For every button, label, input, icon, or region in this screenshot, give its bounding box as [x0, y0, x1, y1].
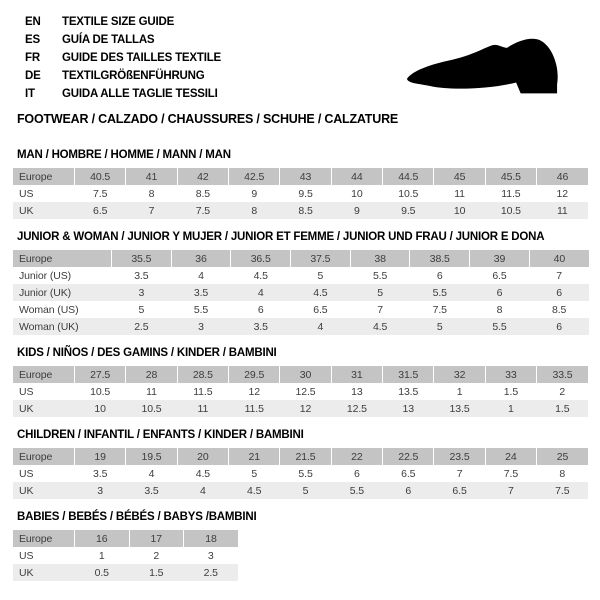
size-cell: 7.5	[177, 202, 228, 219]
size-cell: 5.5	[372, 269, 388, 282]
size-cell: 4.5	[253, 269, 268, 282]
size-cell: 3	[207, 549, 214, 562]
size-cell: 1	[485, 400, 536, 417]
size-cell: 7.5	[537, 482, 588, 499]
size-cell: 1.5	[537, 400, 588, 417]
size-cell: 6	[436, 269, 443, 282]
table-row	[13, 318, 589, 335]
table-row	[13, 366, 588, 383]
document-header	[0, 0, 600, 103]
size-cell: 11	[177, 400, 228, 417]
size-cell: 35.5	[112, 250, 172, 267]
size-cell: 9.5	[383, 202, 434, 219]
size-cell: 41	[126, 168, 177, 185]
size-cell: 25	[537, 448, 588, 465]
table-row	[13, 564, 238, 581]
size-cell: 3.5	[134, 269, 149, 282]
size-cell: 33.5	[537, 366, 588, 383]
size-cell: 8.5	[195, 187, 210, 200]
language-code: ES	[25, 34, 40, 46]
table-row	[13, 284, 589, 301]
size-cell: 19	[75, 448, 126, 465]
size-table	[13, 366, 588, 417]
size-cell: 11.5	[501, 187, 521, 200]
size-cell: 10.5	[126, 400, 177, 417]
size-cell: 3.5	[126, 482, 177, 499]
size-cell: 43	[280, 168, 331, 185]
size-cell: 1.5	[503, 385, 519, 398]
size-cell: 5	[317, 269, 324, 282]
language-title: GUIDE DES TAILLES TEXTILE	[62, 52, 221, 64]
row-label-cell: US	[19, 385, 34, 398]
row-label-cell: Europe	[13, 530, 75, 547]
size-cell: 44.5	[383, 168, 434, 185]
size-cell: 16	[75, 530, 130, 547]
size-cell: 12	[248, 385, 260, 398]
size-cell: 32	[434, 366, 485, 383]
table-row	[13, 202, 588, 219]
size-cell: 7.5	[93, 187, 108, 200]
row-label-cell: US	[19, 549, 34, 562]
table-row	[13, 301, 589, 318]
size-cell: 28	[126, 366, 177, 383]
size-cell: 4	[198, 269, 204, 282]
size-cell: 11.5	[193, 385, 213, 398]
size-cell: 33	[485, 366, 536, 383]
row-label-cell: US	[19, 467, 34, 480]
size-cell: 2.5	[184, 564, 239, 581]
row-label-cell: Europe	[13, 366, 75, 383]
size-table	[13, 250, 589, 335]
table-title: KIDS / NIÑOS / DES GAMINS / KINDER / BAMBINI	[17, 347, 277, 359]
size-cell: 3	[112, 284, 172, 301]
table-row	[13, 383, 588, 400]
size-cell: 20	[177, 448, 228, 465]
size-cell: 7	[556, 269, 563, 282]
size-cell: 6.5	[313, 303, 328, 316]
size-cell: 4.5	[291, 284, 351, 301]
size-cell: 17	[129, 530, 184, 547]
table-title: CHILDREN / INFANTIL / ENFANTS / KINDER / BAMBINI	[17, 429, 304, 441]
size-cell: 5	[251, 467, 258, 480]
size-cell: 12	[556, 187, 569, 200]
size-cell: 3.5	[171, 284, 231, 301]
size-cell: 13.5	[434, 400, 485, 417]
size-cell: 6	[383, 482, 434, 499]
size-cell: 8	[496, 303, 503, 316]
size-cell: 27.5	[75, 366, 126, 383]
size-cell: 5.5	[298, 467, 313, 480]
language-code: DE	[25, 70, 41, 82]
size-cell: 28.5	[177, 366, 228, 383]
size-cell: 6.5	[434, 482, 485, 499]
size-cell: 1.5	[129, 564, 184, 581]
size-cell: 38	[350, 250, 410, 267]
language-title: TEXTILGRÖßENFÜHRUNG	[62, 70, 205, 82]
size-cell: 3	[75, 482, 126, 499]
table-row	[13, 482, 588, 499]
size-cell: 38.5	[410, 250, 470, 267]
table-row	[13, 185, 588, 202]
size-cell: 0.5	[75, 564, 130, 581]
size-cell: 40.5	[75, 168, 126, 185]
size-cell: 12.5	[331, 400, 382, 417]
size-cell: 42	[177, 168, 228, 185]
size-cell: 18	[184, 530, 239, 547]
size-cell: 2	[153, 549, 160, 562]
size-cell: 7	[377, 303, 383, 316]
size-table	[13, 168, 588, 219]
category-heading: FOOTWEAR / CALZADO / CHAUSSURES / SCHUHE / CALZATURE	[17, 112, 399, 126]
size-cell: 21	[229, 448, 280, 465]
row-label-cell: UK	[13, 400, 75, 417]
size-cell: 4	[291, 318, 351, 335]
size-cell: 3.5	[231, 318, 291, 335]
size-cell: 8	[559, 467, 566, 480]
size-cell: 5	[280, 482, 331, 499]
size-cell: 45.5	[485, 168, 536, 185]
table-row	[13, 168, 588, 185]
size-cell: 1	[456, 385, 463, 398]
size-cell: 5	[410, 318, 470, 335]
size-cell: 10.5	[90, 385, 111, 398]
size-cell: 8.5	[280, 202, 331, 219]
size-cell: 6	[529, 318, 589, 335]
row-label-cell: Woman (UK)	[13, 318, 112, 335]
size-cell: 13.5	[398, 385, 419, 398]
size-cell: 7	[126, 202, 177, 219]
size-cell: 36.5	[231, 250, 291, 267]
size-cell: 5.5	[470, 318, 530, 335]
size-cell: 6.5	[75, 202, 126, 219]
language-title: GUIDA ALLE TAGLIE TESSILI	[62, 88, 218, 100]
size-cell: 6	[470, 284, 530, 301]
size-cell: 8	[229, 202, 280, 219]
size-cell: 24	[485, 448, 536, 465]
size-cell: 4.5	[229, 482, 280, 499]
size-cell: 2	[559, 385, 566, 398]
size-cell: 10	[75, 400, 126, 417]
size-cell: 7	[485, 482, 536, 499]
row-label-cell: Europe	[13, 448, 75, 465]
size-cell: 5	[138, 303, 145, 316]
size-cell: 11.5	[229, 400, 280, 417]
size-tables-section	[0, 148, 600, 581]
size-cell: 39	[470, 250, 530, 267]
size-cell: 21.5	[280, 448, 331, 465]
language-title: TEXTILE SIZE GUIDE	[62, 16, 175, 28]
size-cell: 4	[148, 467, 155, 480]
size-cell: 4	[231, 284, 291, 301]
size-cell: 5.5	[193, 303, 209, 316]
size-cell: 46	[537, 168, 588, 185]
table-row	[13, 250, 589, 267]
size-cell: 31	[331, 366, 382, 383]
size-cell: 6	[529, 284, 589, 301]
size-cell: 22	[331, 448, 382, 465]
size-cell: 31.5	[383, 366, 434, 383]
table-title: MAN / HOMBRE / HOMME / MANN / MAN	[17, 149, 231, 161]
size-cell: 1	[98, 549, 105, 562]
size-cell: 6	[257, 303, 264, 316]
size-cell: 9	[251, 187, 258, 200]
size-cell: 9	[331, 202, 382, 219]
size-cell: 6.5	[492, 269, 507, 282]
size-cell: 4	[177, 482, 228, 499]
table-row	[13, 465, 588, 482]
language-code: EN	[25, 16, 41, 28]
size-cell: 45	[434, 168, 485, 185]
table-title: JUNIOR & WOMAN / JUNIOR Y MUJER / JUNIOR ET FEMME / JUNIOR UND FRAU / JUNIOR E DONA	[17, 231, 545, 243]
size-cell: 4.5	[195, 467, 210, 480]
size-cell: 44	[331, 168, 382, 185]
size-cell: 13	[383, 400, 434, 417]
table-row	[13, 267, 589, 284]
size-cell: 5	[350, 284, 410, 301]
size-cell: 42.5	[229, 168, 280, 185]
size-cell: 13	[351, 385, 363, 398]
size-cell: 8	[148, 187, 155, 200]
table-row	[13, 547, 238, 564]
size-cell: 37.5	[291, 250, 351, 267]
row-label-cell: Woman (US)	[19, 303, 79, 316]
language-code: IT	[25, 88, 35, 100]
size-cell: 6.5	[401, 467, 416, 480]
row-label-cell: UK	[13, 202, 75, 219]
language-title: GUÍA DE TALLAS	[62, 34, 155, 46]
row-label-cell: Junior (US)	[19, 269, 71, 282]
size-cell: 11	[537, 202, 588, 219]
row-label-cell: US	[19, 187, 34, 200]
size-cell: 11	[146, 385, 157, 398]
size-table	[13, 448, 588, 499]
size-cell: 9.5	[298, 187, 313, 200]
size-cell: 6	[354, 467, 360, 480]
size-cell: 30	[280, 366, 331, 383]
size-cell: 2.5	[112, 318, 172, 335]
size-cell: 29.5	[229, 366, 280, 383]
size-cell: 12.5	[295, 385, 316, 398]
row-label-cell: UK	[13, 482, 75, 499]
size-cell: 10	[434, 202, 485, 219]
size-cell: 40	[529, 250, 589, 267]
table-row	[13, 448, 588, 465]
size-cell: 3	[171, 318, 231, 335]
table-title: BABIES / BEBÉS / BÉBÉS / BABYS /BAMBINI	[17, 511, 257, 523]
size-cell: 23.5	[434, 448, 485, 465]
size-cell: 4.5	[350, 318, 410, 335]
size-cell: 7	[456, 467, 463, 480]
language-code: FR	[25, 52, 40, 64]
size-cell: 19.5	[126, 448, 177, 465]
row-label-cell: Junior (UK)	[13, 284, 112, 301]
size-cell: 22.5	[383, 448, 434, 465]
table-row	[13, 530, 238, 547]
size-cell: 8.5	[552, 303, 567, 316]
row-label-cell: UK	[13, 564, 75, 581]
size-cell: 10.5	[398, 187, 419, 200]
size-cell: 10.5	[485, 202, 536, 219]
size-table	[13, 530, 238, 581]
size-cell: 7.5	[503, 467, 519, 480]
size-cell: 3.5	[93, 467, 108, 480]
size-cell: 11	[454, 187, 465, 200]
size-cell: 12	[280, 400, 331, 417]
row-label-cell: Europe	[13, 250, 112, 267]
table-row	[13, 400, 588, 417]
shoe-icon	[396, 26, 578, 108]
size-cell: 5.5	[410, 284, 470, 301]
size-cell: 7.5	[432, 303, 447, 316]
size-cell: 5.5	[331, 482, 382, 499]
size-cell: 10	[351, 187, 363, 200]
size-cell: 36	[171, 250, 231, 267]
row-label-cell: Europe	[13, 168, 75, 185]
